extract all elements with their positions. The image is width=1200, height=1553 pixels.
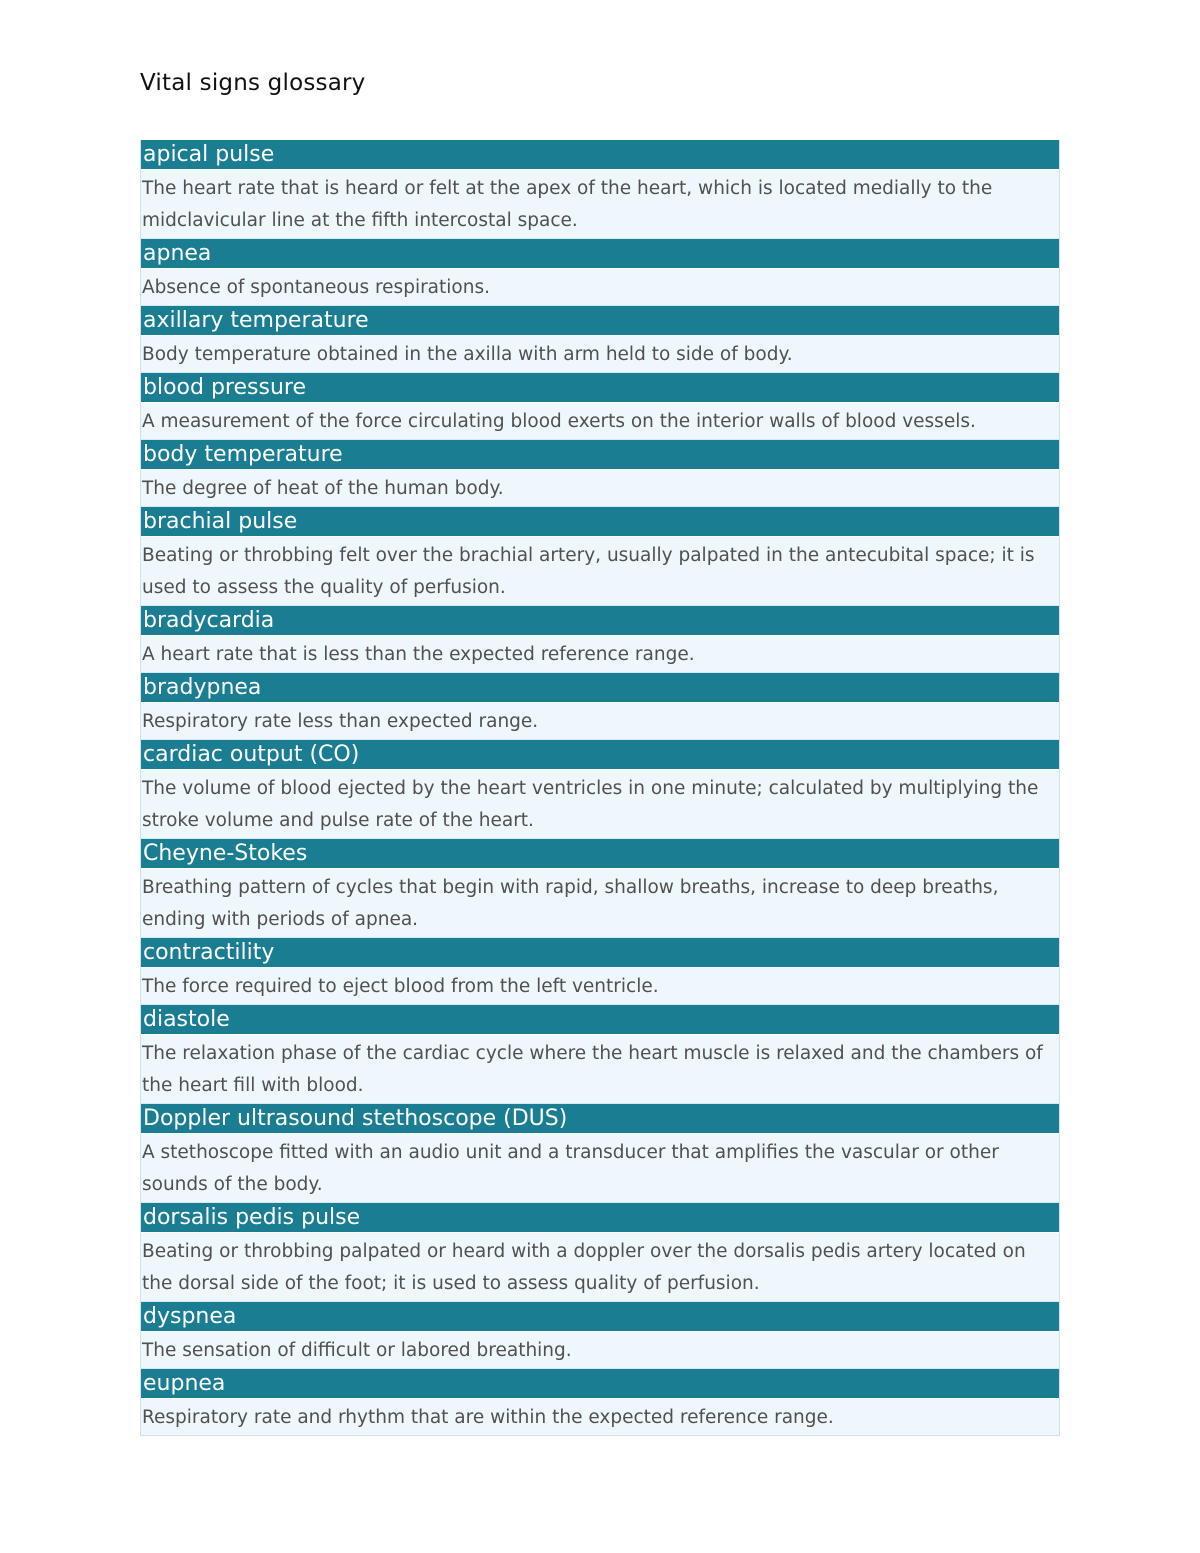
glossary-term: dorsalis pedis pulse [141, 1203, 1059, 1233]
glossary-entry [141, 1104, 1059, 1203]
glossary-entry [141, 839, 1059, 938]
glossary-term: contractility [141, 938, 1059, 968]
glossary-table [140, 140, 1060, 1436]
glossary-entry [141, 1302, 1059, 1369]
glossary-definition: The sensation of difficult or labored breathing. [141, 1332, 1059, 1369]
glossary-term: axillary temperature [141, 306, 1059, 336]
glossary-term: apnea [141, 239, 1059, 269]
glossary-entry [141, 306, 1059, 373]
glossary-term: diastole [141, 1005, 1059, 1035]
glossary-term: eupnea [141, 1369, 1059, 1399]
glossary-entry [141, 938, 1059, 1005]
glossary-definition: A heart rate that is less than the expected reference range. [141, 636, 1059, 673]
glossary-definition: Beating or throbbing palpated or heard with a doppler over the dorsalis pedis artery located on the dorsal side of the foot; it is used to assess quality of perfusion. [141, 1233, 1059, 1302]
glossary-term: blood pressure [141, 373, 1059, 403]
glossary-term: Cheyne-Stokes [141, 839, 1059, 869]
glossary-term: bradycardia [141, 606, 1059, 636]
glossary-term: apical pulse [141, 140, 1059, 170]
glossary-entry [141, 507, 1059, 606]
glossary-definition: Body temperature obtained in the axilla with arm held to side of body. [141, 336, 1059, 373]
glossary-definition: Breathing pattern of cycles that begin with rapid, shallow breaths, increase to deep breaths, ending with periods of apnea. [141, 869, 1059, 938]
glossary-term: brachial pulse [141, 507, 1059, 537]
glossary-definition: Beating or throbbing felt over the brachial artery, usually palpated in the antecubital space; it is used to assess the quality of perfusion. [141, 537, 1059, 606]
glossary-entry [141, 673, 1059, 740]
glossary-entry [141, 1203, 1059, 1302]
document-title: Vital signs glossary [140, 70, 366, 96]
glossary-entry [141, 140, 1059, 239]
glossary-entry [141, 1005, 1059, 1104]
glossary-definition: A measurement of the force circulating blood exerts on the interior walls of blood vessels. [141, 403, 1059, 440]
glossary-term: cardiac output (CO) [141, 740, 1059, 770]
glossary-definition: Respiratory rate and rhythm that are within the expected reference range. [141, 1399, 1059, 1435]
glossary-entry [141, 440, 1059, 507]
glossary-entry [141, 606, 1059, 673]
glossary-definition: Respiratory rate less than expected range. [141, 703, 1059, 740]
glossary-entry [141, 740, 1059, 839]
glossary-definition: Absence of spontaneous respirations. [141, 269, 1059, 306]
glossary-term: body temperature [141, 440, 1059, 470]
glossary-entry [141, 1369, 1059, 1435]
glossary-definition: The volume of blood ejected by the heart ventricles in one minute; calculated by multiplying the stroke volume and pulse rate of the heart. [141, 770, 1059, 839]
glossary-term: bradypnea [141, 673, 1059, 703]
glossary-entry [141, 239, 1059, 306]
glossary-term: dyspnea [141, 1302, 1059, 1332]
glossary-entry [141, 373, 1059, 440]
glossary-definition: The relaxation phase of the cardiac cycle where the heart muscle is relaxed and the chambers of the heart fill with blood. [141, 1035, 1059, 1104]
glossary-definition: The degree of heat of the human body. [141, 470, 1059, 507]
glossary-definition: The force required to eject blood from the left ventricle. [141, 968, 1059, 1005]
glossary-term: Doppler ultrasound stethoscope (DUS) [141, 1104, 1059, 1134]
glossary-definition: The heart rate that is heard or felt at the apex of the heart, which is located medially to the midclavicular line at the fifth intercostal space. [141, 170, 1059, 239]
glossary-definition: A stethoscope fitted with an audio unit and a transducer that amplifies the vascular or other sounds of the body. [141, 1134, 1059, 1203]
